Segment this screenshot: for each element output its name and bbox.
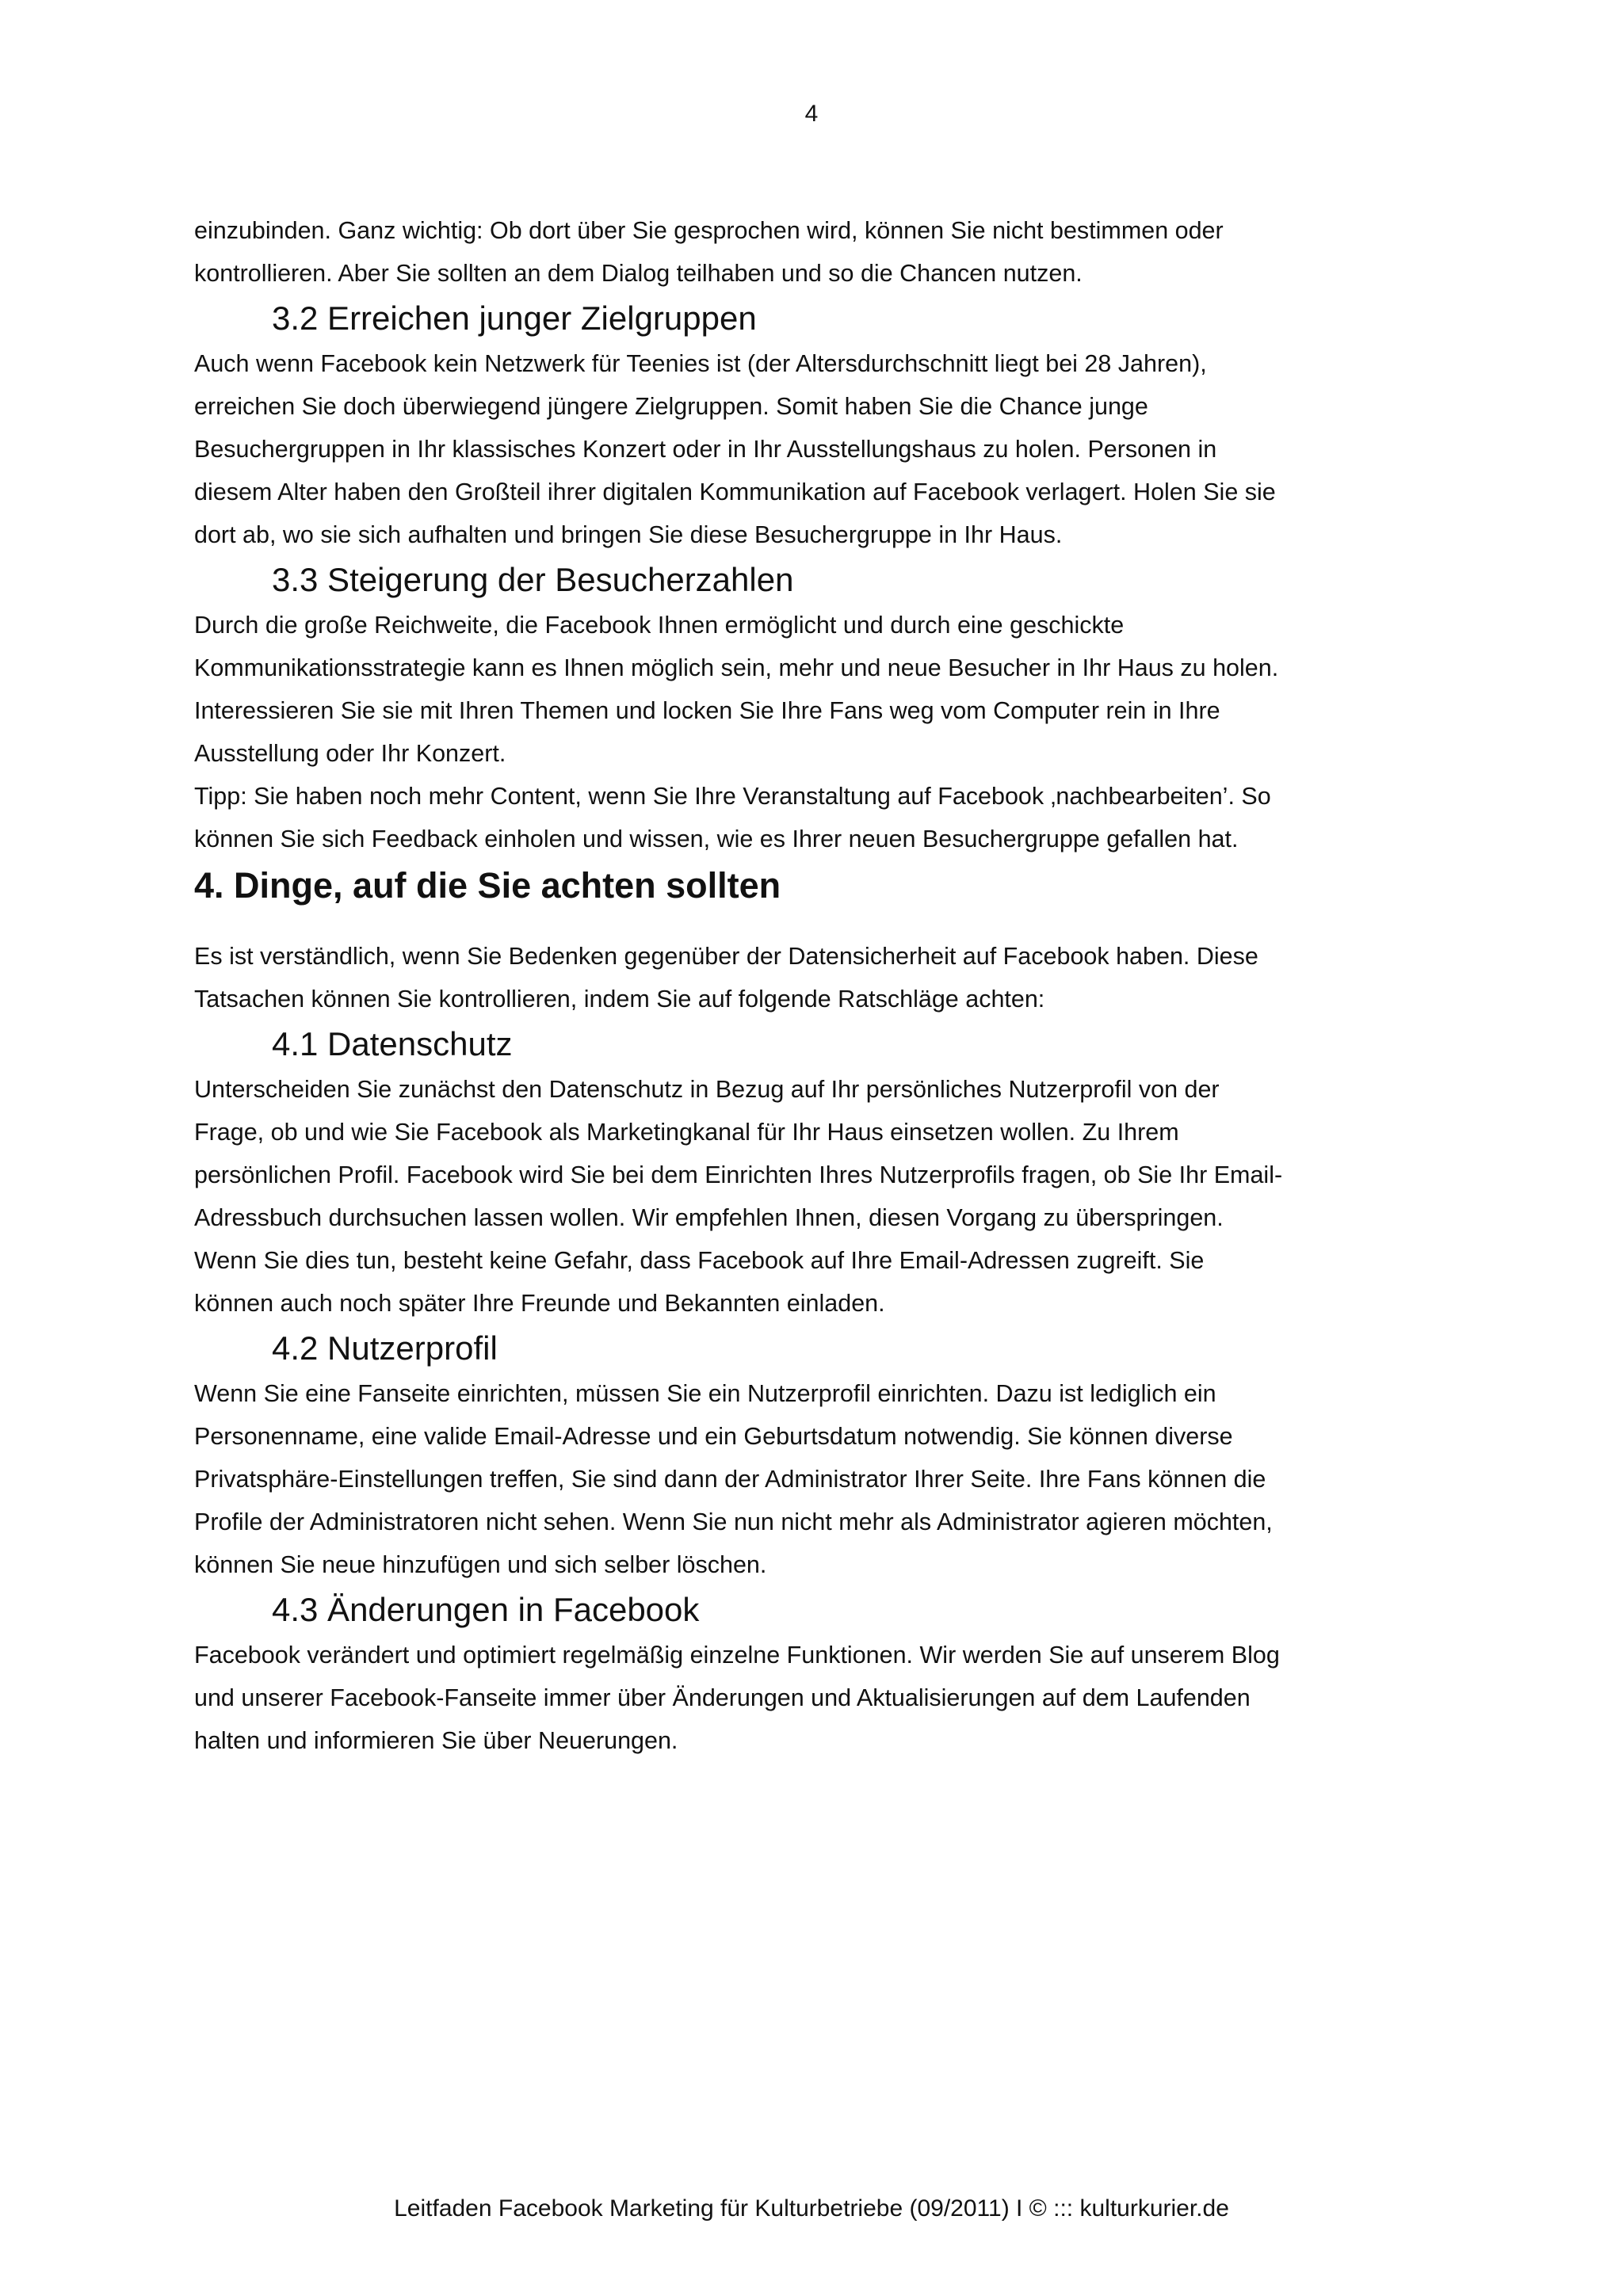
text-line: Es ist verständlich, wenn Sie Bedenken gegenüber der Datensicherheit auf Facebook haben. Diese: [194, 943, 1258, 970]
section-4-1: [194, 1020, 1446, 1325]
text-line: Tatsachen können Sie kontrollieren, indem Sie auf folgende Ratschläge achten:: [194, 986, 1045, 1013]
text-line: kontrollieren. Aber Sie sollten an dem Dialog teilhaben und so die Chancen nutzen.: [194, 260, 1083, 287]
text-line: Interessieren Sie sie mit Ihren Themen und locken Sie Ihre Fans weg vom Computer rein in Ihre: [194, 697, 1220, 724]
page-footer: Leitfaden Facebook Marketing für Kulturbetriebe (09/2011) I © ::: kulturkurier.de: [394, 2195, 1229, 2222]
section-heading: 4.2 Nutzerprofil: [272, 1329, 498, 1367]
section-3-2: [194, 295, 1446, 556]
section-4: [194, 860, 1446, 1020]
text-line: Frage, ob und wie Sie Facebook als Marketingkanal für Ihr Haus einsetzen wollen. Zu Ihrem: [194, 1119, 1179, 1146]
text-line: können Sie sich Feedback einholen und wissen, wie es Ihrer neuen Besuchergruppe gefallen hat.: [194, 826, 1239, 852]
text-line: Adressbuch durchsuchen lassen wollen. Wir empfehlen Ihnen, diesen Vorgang zu überspringen.: [194, 1204, 1224, 1231]
text-line: Facebook verändert und optimiert regelmäßig einzelne Funktionen. Wir werden Sie auf unserem Blog: [194, 1642, 1280, 1669]
text-line: und unserer Facebook-Fanseite immer über Änderungen und Aktualisierungen auf dem Laufenden: [194, 1684, 1251, 1711]
text-line: diesem Alter haben den Großteil ihrer digitalen Kommunikation auf Facebook verlagert. Holen Sie sie: [194, 479, 1276, 505]
text-line: können auch noch später Ihre Freunde und Bekannten einladen.: [194, 1290, 885, 1317]
text-line: dort ab, wo sie sich aufhalten und bringen Sie diese Besuchergruppe in Ihr Haus.: [194, 521, 1063, 548]
section-heading: 4.1 Datenschutz: [272, 1025, 513, 1062]
section-3-3: [194, 556, 1446, 860]
section-4-3: [194, 1586, 1446, 1762]
text-line: halten und informieren Sie über Neuerungen.: [194, 1727, 678, 1754]
intro-paragraph: [194, 209, 1446, 295]
text-line: Besuchergruppen in Ihr klassisches Konzert oder in Ihr Ausstellungshaus zu holen. Personen in: [194, 436, 1217, 463]
text-line: Ausstellung oder Ihr Konzert.: [194, 740, 506, 767]
text-line: Auch wenn Facebook kein Netzwerk für Teenies ist (der Altersdurchschnitt liegt bei 28 Jahren),: [194, 350, 1207, 377]
text-line: Durch die große Reichweite, die Facebook Ihnen ermöglicht und durch eine geschickte: [194, 612, 1125, 639]
text-line: Wenn Sie eine Fanseite einrichten, müssen Sie ein Nutzerprofil einrichten. Dazu ist lediglich ein: [194, 1380, 1216, 1407]
section-heading: 4.3 Änderungen in Facebook: [272, 1591, 700, 1628]
page-number: 4: [804, 101, 819, 127]
text-line: können Sie neue hinzufügen und sich selber löschen.: [194, 1551, 767, 1578]
text-line: Wenn Sie dies tun, besteht keine Gefahr, dass Facebook auf Ihre Email-Adressen zugreift. Sie: [194, 1247, 1205, 1274]
section-heading: 3.2 Erreichen junger Zielgruppen: [272, 299, 757, 337]
text-line: Kommunikationsstrategie kann es Ihnen möglich sein, mehr und neue Besucher in Ihr Haus zu holen.: [194, 654, 1279, 681]
text-line: Profile der Administratoren nicht sehen. Wenn Sie nun nicht mehr als Administrator agieren möchten,: [194, 1508, 1273, 1535]
section-heading: 3.3 Steigerung der Besucherzahlen: [272, 561, 794, 598]
text-line: Personenname, eine valide Email-Adresse und ein Geburtsdatum notwendig. Sie können diverse: [194, 1423, 1233, 1450]
text-line: persönlichen Profil. Facebook wird Sie bei dem Einrichten Ihres Nutzerprofils fragen, ob Sie Ihr Email-: [194, 1161, 1283, 1188]
document-body: [194, 209, 1446, 1762]
text-line: erreichen Sie doch überwiegend jüngere Zielgruppen. Somit haben Sie die Chance junge: [194, 393, 1148, 420]
text-line: einzubinden. Ganz wichtig: Ob dort über Sie gesprochen wird, können Sie nicht bestimmen oder: [194, 217, 1224, 244]
chapter-heading: 4. Dinge, auf die Sie achten sollten: [194, 865, 781, 906]
text-line: Unterscheiden Sie zunächst den Datenschutz in Bezug auf Ihr persönliches Nutzerprofil von der: [194, 1076, 1220, 1103]
text-line: Tipp: Sie haben noch mehr Content, wenn Sie Ihre Veranstaltung auf Facebook ‚nachbearbeiten’. So: [194, 783, 1271, 810]
text-line: Privatsphäre-Einstellungen treffen, Sie sind dann der Administrator Ihrer Seite. Ihre Fans können die: [194, 1466, 1266, 1493]
section-4-2: [194, 1325, 1446, 1586]
